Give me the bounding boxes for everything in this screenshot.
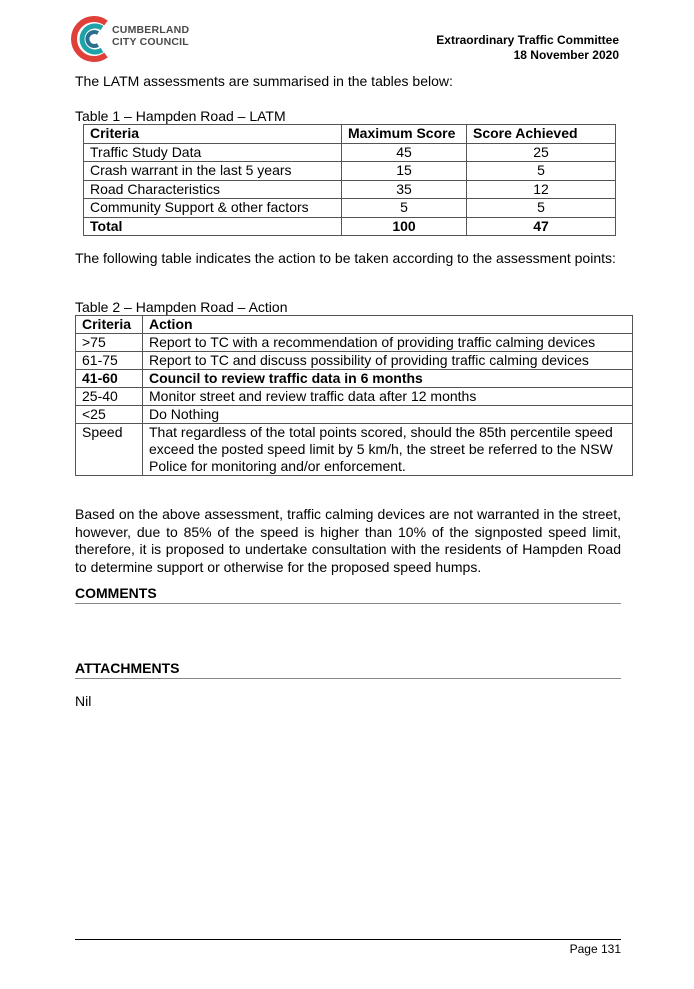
cell-maximum-score: 100	[342, 217, 467, 236]
table-row	[84, 199, 616, 218]
action-intro-paragraph: The following table indicates the action to be taken according to the assessment points:	[75, 250, 616, 266]
header-criteria: Criteria	[76, 316, 143, 334]
header-criteria: Criteria	[84, 125, 342, 144]
cell-action: That regardless of the total points scored, should the 85th percentile speed exceed the posted speed limit by 5 km/h, the street be referred to the NSW Police for monitoring and/or enforcement.	[143, 424, 633, 476]
table-row	[76, 388, 633, 406]
cell-criteria: Total	[84, 217, 342, 236]
header-maximum-score: Maximum Score	[342, 125, 467, 144]
logo-line-1: CUMBERLAND	[112, 24, 190, 36]
cell-maximum-score: 45	[342, 143, 467, 162]
logo-line-2: CITY COUNCIL	[112, 36, 189, 48]
cell-criteria: 25-40	[76, 388, 143, 406]
table1-caption: Table 1 – Hampden Road – LATM	[75, 108, 286, 124]
header-date: 18 November 2020	[513, 48, 619, 62]
council-logo	[68, 14, 198, 66]
cell-criteria: 41-60	[76, 370, 143, 388]
table-row	[76, 424, 633, 476]
table2-caption: Table 2 – Hampden Road – Action	[75, 299, 288, 315]
latm-table	[83, 124, 616, 236]
cell-criteria: >75	[76, 334, 143, 352]
council-logo-icon	[68, 14, 112, 64]
table-row	[84, 143, 616, 162]
cell-maximum-score: 35	[342, 180, 467, 199]
cell-maximum-score: 5	[342, 199, 467, 218]
document-header	[436, 33, 619, 63]
assessment-paragraph: Based on the above assessment, traffic calming devices are not warranted in the street, however, due to 85% of the speed is higher than 10% of the signposted speed limit, therefore, it is proposed to undertake consultation with the residents of Hampden Road to determine support or otherwise for the proposed speed humps.	[75, 506, 621, 575]
cell-action: Report to TC with a recommendation of providing traffic calming devices	[143, 334, 633, 352]
table-row	[76, 334, 633, 352]
attachments-heading: ATTACHMENTS	[75, 660, 621, 679]
attachments-body: Nil	[75, 693, 92, 709]
table-row	[76, 370, 633, 388]
cell-criteria: Speed	[76, 424, 143, 476]
cell-action: Monitor street and review traffic data after 12 months	[143, 388, 633, 406]
cell-score-achieved: 12	[467, 180, 616, 199]
cell-criteria: <25	[76, 406, 143, 424]
table-row	[76, 406, 633, 424]
header-action: Action	[143, 316, 633, 334]
header-committee: Extraordinary Traffic Committee	[436, 33, 619, 47]
cell-criteria: 61-75	[76, 352, 143, 370]
table-header-row	[84, 125, 616, 144]
cell-criteria: Road Characteristics	[84, 180, 342, 199]
cell-criteria: Traffic Study Data	[84, 143, 342, 162]
cell-maximum-score: 15	[342, 162, 467, 181]
cell-action: Report to TC and discuss possibility of providing traffic calming devices	[143, 352, 633, 370]
intro-paragraph: The LATM assessments are summarised in the tables below:	[75, 73, 453, 89]
table-total-row	[84, 217, 616, 236]
footer-divider	[75, 939, 621, 940]
page-number: Page 131	[569, 942, 621, 956]
table-row	[84, 162, 616, 181]
cell-criteria: Crash warrant in the last 5 years	[84, 162, 342, 181]
cell-action: Council to review traffic data in 6 months	[143, 370, 633, 388]
action-table	[75, 315, 633, 476]
cell-score-achieved: 5	[467, 199, 616, 218]
cell-score-achieved: 47	[467, 217, 616, 236]
cell-score-achieved: 25	[467, 143, 616, 162]
cell-criteria: Community Support & other factors	[84, 199, 342, 218]
header-score-achieved: Score Achieved	[467, 125, 616, 144]
table-header-row	[76, 316, 633, 334]
cell-action: Do Nothing	[143, 406, 633, 424]
comments-heading: COMMENTS	[75, 585, 621, 604]
table-row	[84, 180, 616, 199]
table-row	[76, 352, 633, 370]
logo-text	[112, 24, 189, 48]
cell-score-achieved: 5	[467, 162, 616, 181]
